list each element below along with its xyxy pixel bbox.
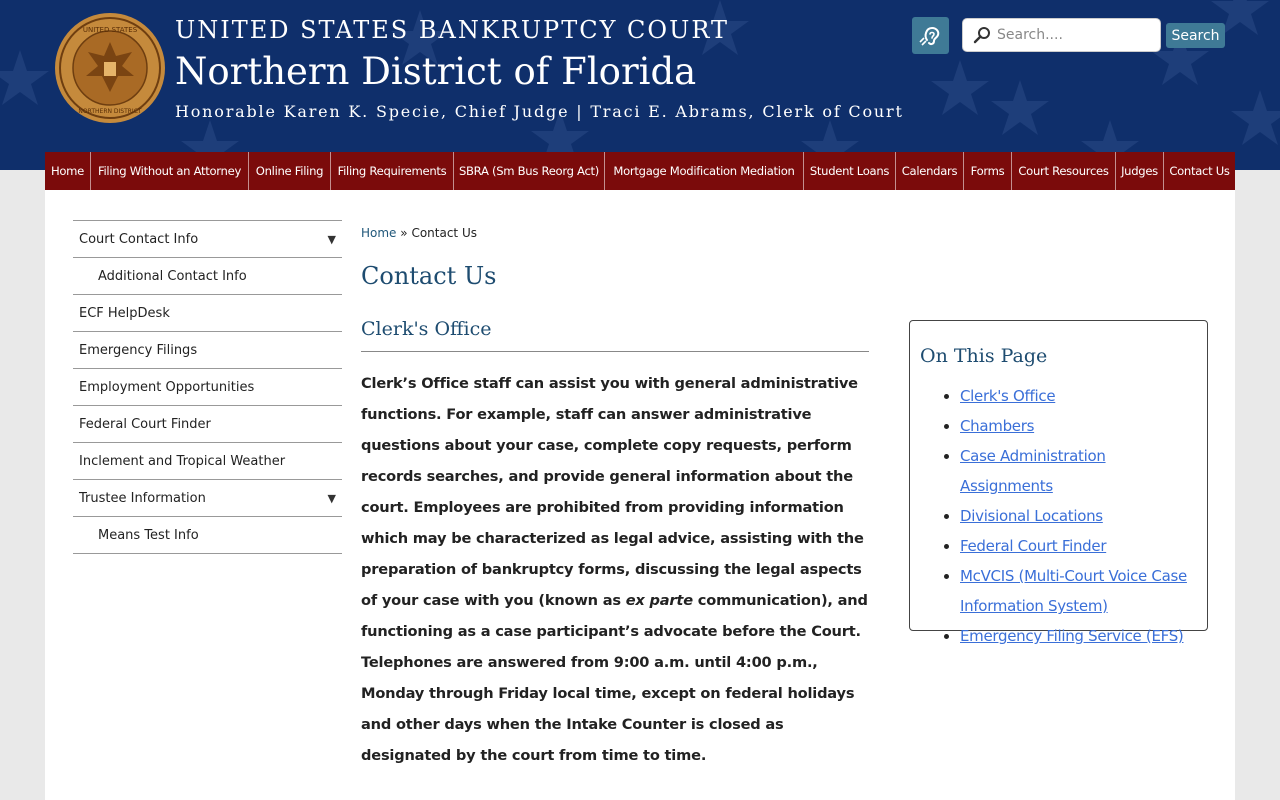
- sidebar-item-label: ECF HelpDesk: [79, 305, 170, 321]
- breadcrumb-current: Contact Us: [411, 226, 477, 240]
- nav-item-mortgage-modification[interactable]: Mortgage Modification Mediation: [605, 152, 804, 190]
- nav-item-judges[interactable]: Judges: [1116, 152, 1164, 190]
- link-mcvcis[interactable]: McVCIS (Multi-Court Voice Case Information System): [960, 567, 1187, 615]
- sidebar-item-trustee-information[interactable]: [73, 480, 342, 517]
- clerks-office-description: [361, 368, 877, 771]
- sidebar-item-court-contact-info[interactable]: [73, 221, 342, 258]
- site-header: [0, 0, 1280, 170]
- on-this-page-links: [920, 381, 1200, 651]
- search-button[interactable]: Search: [1166, 23, 1225, 48]
- sidebar-item-label: Employment Opportunities: [79, 379, 255, 395]
- nav-item-home[interactable]: Home: [45, 152, 91, 190]
- nav-item-student-loans[interactable]: Student Loans: [804, 152, 896, 190]
- sidebar-item-label: Emergency Filings: [79, 342, 198, 358]
- sidebar-item-inclement-weather[interactable]: [73, 443, 342, 480]
- sidebar-item-employment-opportunities[interactable]: [73, 369, 342, 406]
- breadcrumb-separator: »: [400, 226, 408, 240]
- list-item: [960, 441, 1200, 501]
- sidebar-item-means-test-info[interactable]: [73, 517, 342, 554]
- sidebar-item-label: Federal Court Finder: [79, 416, 211, 432]
- svg-text:UNITED STATES: UNITED STATES: [82, 26, 138, 34]
- court-seal-logo[interactable]: [54, 12, 166, 124]
- nav-item-court-resources[interactable]: Court Resources: [1012, 152, 1116, 190]
- link-case-administration[interactable]: Case Administration Assignments: [960, 447, 1106, 495]
- nav-item-online-filing[interactable]: Online Filing: [249, 152, 331, 190]
- description-text-part1: Clerk’s Office staff can assist you with general administrative functions. For example, staff can answer administrative questions about your case, complete copy requests, perform records searches, and provide general information about the court. Employees are prohibited from providing information which may be characterized as legal advice, assisting with the preparation of bankruptcy forms, discussing the legal aspects of your case with you (known as: [361, 375, 864, 609]
- nav-item-contact-us[interactable]: Contact Us: [1169, 164, 1230, 178]
- caret-down-icon[interactable]: ▼: [327, 232, 336, 246]
- svg-text:NORTHERN DISTRICT: NORTHERN DISTRICT: [78, 108, 142, 115]
- list-item: [960, 501, 1200, 531]
- sidebar-item-label: Trustee Information: [79, 490, 206, 506]
- caret-down-icon[interactable]: ▼: [327, 491, 336, 505]
- sidebar-item-federal-court-finder[interactable]: [73, 406, 342, 443]
- search-field[interactable]: [962, 18, 1161, 52]
- breadcrumb-home-link[interactable]: Home: [361, 226, 397, 240]
- sidebar-nav: [73, 220, 342, 554]
- hearing-assist-icon: [918, 23, 944, 49]
- link-federal-court-finder[interactable]: Federal Court Finder: [960, 537, 1107, 555]
- sidebar-item-ecf-helpdesk[interactable]: [73, 295, 342, 332]
- sidebar-item-additional-contact-info[interactable]: [73, 258, 342, 295]
- main-nav: [45, 152, 1235, 190]
- list-item: [960, 621, 1200, 651]
- sidebar-item-emergency-filings[interactable]: [73, 332, 342, 369]
- list-item: [960, 561, 1200, 621]
- section-divider: [361, 351, 869, 352]
- court-name: UNITED STATES BANKRUPTCY COURT: [175, 16, 729, 44]
- nav-item-forms[interactable]: Forms: [964, 152, 1012, 190]
- content-area: [45, 190, 1235, 800]
- link-divisional-locations[interactable]: Divisional Locations: [960, 507, 1103, 525]
- description-text-part2: communication), and functioning as a case participant’s advocate before the Court. Telephones are answered from 9:00 a.m. until 4:00 p.m., Monday through Friday local time, except on federal holidays and other days when the Intake Counter is closed as designated by the court from time to time.: [361, 592, 868, 764]
- breadcrumb: [361, 226, 477, 240]
- link-emergency-filing-service[interactable]: Emergency Filing Service (EFS): [960, 627, 1184, 645]
- nav-item-filing-requirements[interactable]: Filing Requirements: [331, 152, 454, 190]
- sidebar-item-label: Inclement and Tropical Weather: [79, 453, 286, 469]
- section-title-clerks-office: Clerk's Office: [361, 318, 492, 340]
- description-italic-term: ex parte: [625, 592, 693, 609]
- sidebar-item-label: Court Contact Info: [79, 231, 199, 247]
- list-item: [960, 381, 1200, 411]
- link-chambers[interactable]: Chambers: [960, 417, 1035, 435]
- on-this-page-title: On This Page: [920, 345, 1048, 367]
- district-name[interactable]: Northern District of Florida: [175, 50, 697, 93]
- sidebar-item-label: Means Test Info: [98, 527, 199, 543]
- page-title: Contact Us: [361, 262, 497, 290]
- list-item: [960, 411, 1200, 441]
- nav-item-sbra[interactable]: SBRA (Sm Bus Reorg Act): [454, 152, 605, 190]
- officials-line: Honorable Karen K. Specie, Chief Judge | Traci E. Abrams, Clerk of Court: [175, 102, 904, 121]
- nav-item-filing-without-attorney[interactable]: Filing Without an Attorney: [91, 152, 249, 190]
- list-item: [960, 531, 1200, 561]
- on-this-page-box: [909, 320, 1208, 645]
- search-icon: [973, 26, 991, 44]
- nav-item-calendars[interactable]: Calendars: [896, 152, 964, 190]
- search-input[interactable]: [995, 26, 1149, 44]
- accessibility-button[interactable]: [912, 17, 949, 54]
- sidebar-item-label: Additional Contact Info: [98, 268, 247, 284]
- link-clerks-office[interactable]: Clerk's Office: [960, 387, 1056, 405]
